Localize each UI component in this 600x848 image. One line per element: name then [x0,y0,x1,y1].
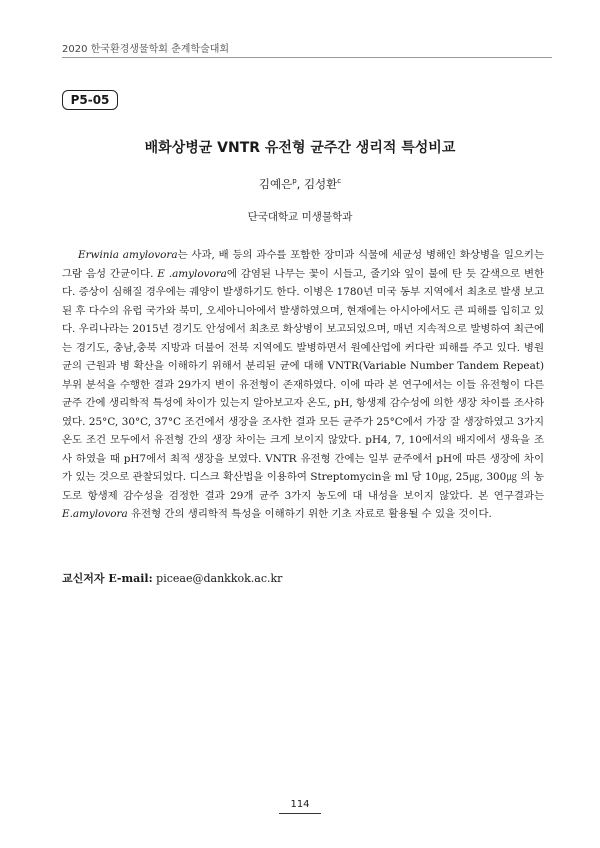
abstract-text: 에 감염된 나무는 꽃이 시들고, 줄기와 잎이 불에 탄 듯 갈색으로 변한다. 증상이 심해질 경우에는 궤양이 발생하기도 한다. 이병은 1780년 미국 동부 지역에서 최초로 발생 보고된 후 다수의 유럽 국가와 북미, 오세아니아에서 발생하였으며, 현재에는 아시아에서도 큰 피해를 입히고 있다. 우리나라는 2015년 경기도 안성에서 최초로 화상병이 보고되었으며, 매년 지속적으로 발병하여 최근에는 경기도, 충남,충북 지방과 더불어 전북 지역에도 발병하면서 원예산업에 커다란 피해를 주고 있다. 병원균의 근원과 병 확산을 이해하기 위해서 분리된 균에 대해 VNTR(Variable Number Tandem Repeat) 부위 분석을 수행한 결과 29가지 변이 유전형이 존재하였다. 이에 따라 본 연구에서는 이들 유전형이 다른 균주 간에 생리학적 특성에 차이가 있는지 알아보고자 온도, pH, 항생제 감수성에 의한 생장 차이를 조사하였다. 25°C, 30°C, 37°C 조건에서 생장을 조사한 결과 모든 균주가 25°C에서 가장 잘 생장하였고 3가지 온도 조건 모두에서 유전형 간의 생장 차이는 크게 보이지 않았다. pH4, 7, 10에서의 배지에서 생육을 조사 하였을 때 pH7에서 최적 생장을 보였다. VNTR 유전형 간에는 일부 균주에서 pH에 따른 생장에 차이가 있는 것으로 관찰되었다. 디스크 확산법을 이용하여 Streptomycin을 ml 당 10㎍, 25㎍, 300㎍ 의 농도로 항생제 감수성을 검정한 결과 29개 균주 3가지 농도에 대 내성을 보이지 않았다. 본 연구결과는 [62,267,545,502]
page-number-underline [279,813,321,814]
poster-id-badge: P5-05 [62,90,118,110]
author-mark: p [292,177,297,186]
author-name: 김예은 [258,177,293,191]
species-name: E.amylovora [62,508,128,520]
contact-label: 교신저자 E-mail: [62,572,153,585]
conference-header: 2020 한국환경생물학회 춘계학술대회 [62,44,230,55]
species-name: Erwinia amylovora [78,249,178,261]
abstract-text: 는 사과, 배 등의 과수를 포함한 장미과 식물에 세균성 병해인 화상병을 일으키는 그람 음성 간균이다. [62,249,544,280]
paper-title: 배화상병균 VNTR 유전형 균주간 생리적 특성비교 [144,140,456,156]
abstract-text: 유전형 간의 생리학적 특성을 이해하기 위한 기초 자료로 활용될 수 있을 것이다. [127,508,492,520]
contact-line [62,570,282,586]
contact-email[interactable]: piceae@dankkok.ac.kr [156,572,283,585]
author-mark: c [337,177,342,186]
author-name: 김성환 [303,177,338,191]
author-line [0,176,600,192]
abstract-body [62,246,544,524]
page-number: 114 [290,799,310,810]
species-name: E .amylovora [157,267,227,280]
header-divider [62,57,552,58]
author-separator: , [296,177,304,191]
affiliation: 단국대학교 미생물학과 [247,211,353,223]
